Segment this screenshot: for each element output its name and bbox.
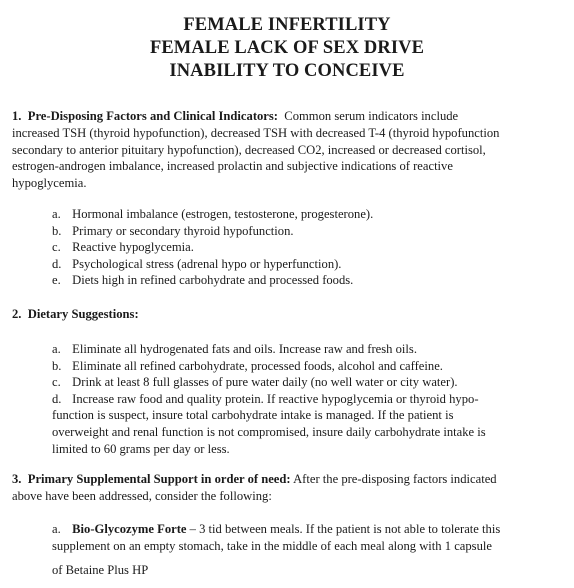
list-item: c. Drink at least 8 full glasses of pure water daily (no well water or city water). [52, 375, 458, 390]
list-item-continuation: function is suspect, insure total carbohydrate intake is managed. If the patient is [52, 408, 454, 423]
section-3-list [52, 521, 564, 554]
list-item: a. Bio-Glycozyme Forte – 3 tid between meals. If the patient is not able to tolerate this [52, 522, 501, 536]
section-3-number: 3. [12, 472, 22, 486]
list-item: d. Increase raw food and quality protein. If reactive hypoglycemia or thyroid hypo- [52, 391, 479, 406]
section-3-text: After the pre-disposing factors indicated [293, 472, 497, 486]
section-3-intro [12, 471, 568, 505]
section-1-number: 1. [12, 109, 22, 123]
section-1-heading: Pre-Disposing Factors and Clinical Indicators: [27, 109, 278, 123]
section-2-number: 2. [12, 307, 22, 321]
section-1-text-line: Common serum indicators include [284, 109, 459, 123]
list-item-continuation: supplement on an empty stomach, take in the middle of each meal along with 1 capsule [52, 538, 492, 553]
section-2-list [52, 341, 564, 457]
section-1-text-line: secondary to anterior pituitary hypofunction), decreased CO2, increased or decreased cortisol, [12, 142, 486, 157]
title-line-1: FEMALE INFERTILITY [183, 15, 391, 35]
section-1-first-line [12, 108, 568, 125]
list-item: d. Psychological stress (adrenal hypo or hyperfunction). [52, 256, 342, 271]
section-3-heading: Primary Supplemental Support in order of need: [27, 472, 291, 486]
section-2-heading: Dietary Suggestions: [27, 307, 139, 321]
section-1-text-line: increased TSH (thyroid hypofunction), decreased TSH with decreased T-4 (thyroid hypofunction [12, 125, 500, 140]
section-1-text-line: hypoglycemia. [12, 176, 87, 191]
section-2-heading-row [12, 306, 568, 323]
list-item: e. Diets high in refined carbohydrate and processed foods. [52, 273, 354, 288]
document-title [0, 14, 574, 83]
list-item-continuation: limited to 60 grams per day or less. [52, 441, 230, 456]
list-item: b. Primary or secondary thyroid hypofunction. [52, 223, 294, 238]
section-1-text-line: estrogen-androgen imbalance, increased prolactin and subjective indications of reactive [12, 159, 453, 174]
supplement-name: Bio-Glycozyme Forte [72, 522, 187, 536]
list-item-continuation: overweight and renal function is not compromised, insure daily carbohydrate intake is [52, 424, 486, 439]
cut-off-text-line: of Betaine Plus HP [52, 563, 149, 577]
section-1-list [52, 206, 564, 289]
list-item: b. Eliminate all refined carbohydrate, processed foods, alcohol and caffeine. [52, 358, 443, 373]
section-3-text: above have been addressed, consider the following: [12, 488, 272, 503]
section-1-intro [12, 108, 568, 192]
section-3-first-line [12, 471, 568, 488]
title-line-2: FEMALE LACK OF SEX DRIVE [149, 38, 425, 58]
title-line-3: INABILITY TO CONCEIVE [169, 61, 405, 81]
list-item: a. Eliminate all hydrogenated fats and oils. Increase raw and fresh oils. [52, 342, 417, 356]
list-item: a. Hormonal imbalance (estrogen, testosterone, progesterone). [52, 207, 374, 221]
list-item: c. Reactive hypoglycemia. [52, 240, 194, 255]
